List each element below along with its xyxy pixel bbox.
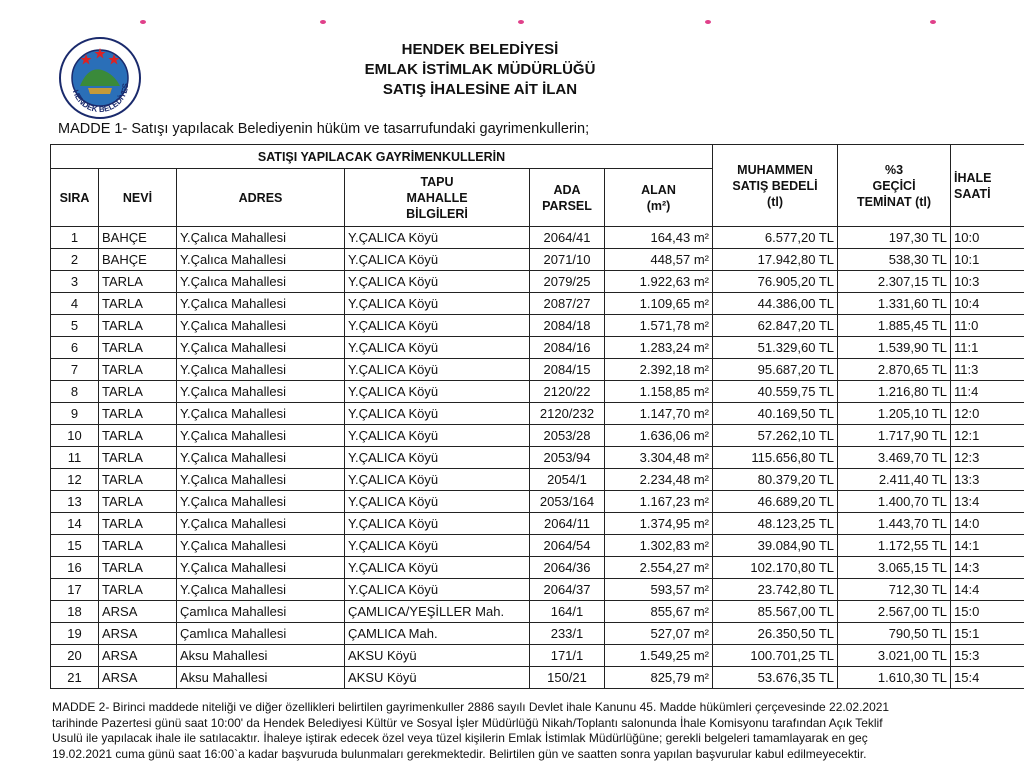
table-row: [51, 447, 1024, 469]
cell-saat: 11:4: [951, 381, 1024, 403]
cell-alan: 1.302,83 m²: [605, 535, 713, 557]
header-text: SAATİ: [954, 186, 991, 201]
stamp-dot: [705, 20, 711, 24]
cell-nevi: TARLA: [99, 447, 177, 469]
header-sira: SIRA: [51, 169, 99, 227]
cell-alan: 527,07 m²: [605, 623, 713, 645]
cell-bedel: 23.742,80 TL: [713, 579, 838, 601]
cell-teminat: 1.205,10 TL: [838, 403, 951, 425]
cell-nevi: TARLA: [99, 381, 177, 403]
table-row: [51, 579, 1024, 601]
cell-teminat: 3.469,70 TL: [838, 447, 951, 469]
cell-adres: Y.Çalıca Mahallesi: [177, 315, 345, 337]
table-row: [51, 403, 1024, 425]
cell-nevi: TARLA: [99, 469, 177, 491]
cell-teminat: 1.216,80 TL: [838, 381, 951, 403]
table-row: [51, 469, 1024, 491]
cell-ada: 2079/25: [530, 271, 605, 293]
cell-adres: Y.Çalıca Mahallesi: [177, 535, 345, 557]
table-row: [51, 359, 1024, 381]
cell-alan: 1.283,24 m²: [605, 337, 713, 359]
cell-teminat: 3.065,15 TL: [838, 557, 951, 579]
cell-teminat: 712,30 TL: [838, 579, 951, 601]
cell-teminat: 2.307,15 TL: [838, 271, 951, 293]
article-1-text: MADDE 1- Satışı yapılacak Belediyenin hüküm ve tasarrufundaki gayrimenkullerin;: [58, 121, 590, 137]
cell-tapu: Y.ÇALICA Köyü: [345, 249, 530, 271]
cell-ada: 150/21: [530, 667, 605, 689]
header-text: (tl): [767, 194, 783, 209]
header-line-2: EMLAK İSTİMLAK MÜDÜRLÜĞÜ: [364, 61, 596, 78]
header-alan: [605, 169, 713, 227]
cell-adres: Y.Çalıca Mahallesi: [177, 381, 345, 403]
cell-bedel: 85.567,00 TL: [713, 601, 838, 623]
cell-alan: 1.571,78 m²: [605, 315, 713, 337]
header-text: TEMİNAT (tl): [856, 194, 932, 209]
cell-teminat: 2.567,00 TL: [838, 601, 951, 623]
cell-teminat: 1.885,45 TL: [838, 315, 951, 337]
stamp-dot: [140, 20, 146, 24]
cell-nevi: TARLA: [99, 491, 177, 513]
cell-bedel: 53.676,35 TL: [713, 667, 838, 689]
cell-tapu: Y.ÇALICA Köyü: [345, 535, 530, 557]
municipality-emblem-icon: [58, 36, 142, 120]
header-text: ADA: [553, 182, 581, 197]
cell-alan: 164,43 m²: [605, 227, 713, 249]
cell-ada: 2053/94: [530, 447, 605, 469]
cell-ada: 2054/1: [530, 469, 605, 491]
article-2-line: tarihinde Pazertesi günü saat 10:00' da Hendek Belediyesi Kültür ve Sosyal İşler Müdürlüğü Nikah/Toplantı salonunda İhale Komisyonu tarafından Açık Teklif: [52, 715, 883, 730]
cell-saat: 13:3: [951, 469, 1024, 491]
cell-ada: 171/1: [530, 645, 605, 667]
cell-tapu: Y.ÇALICA Köyü: [345, 227, 530, 249]
cell-tapu: ÇAMLICA Mah.: [345, 623, 530, 645]
cell-saat: 15:1: [951, 623, 1024, 645]
cell-adres: Y.Çalıca Mahallesi: [177, 337, 345, 359]
cell-ada: 2053/164: [530, 491, 605, 513]
cell-saat: 10:4: [951, 293, 1024, 315]
cell-sira: 20: [51, 645, 99, 667]
header-muhammen: [713, 145, 838, 227]
cell-adres: Y.Çalıca Mahallesi: [177, 557, 345, 579]
cell-bedel: 100.701,25 TL: [713, 645, 838, 667]
cell-sira: 13: [51, 491, 99, 513]
cell-bedel: 44.386,00 TL: [713, 293, 838, 315]
cell-adres: Çamlıca Mahallesi: [177, 623, 345, 645]
cell-sira: 3: [51, 271, 99, 293]
cell-bedel: 40.559,75 TL: [713, 381, 838, 403]
cell-nevi: TARLA: [99, 557, 177, 579]
cell-alan: 1.549,25 m²: [605, 645, 713, 667]
cell-tapu: Y.ÇALICA Köyü: [345, 381, 530, 403]
cell-bedel: 57.262,10 TL: [713, 425, 838, 447]
cell-nevi: BAHÇE: [99, 249, 177, 271]
cell-ada: 2071/10: [530, 249, 605, 271]
cell-bedel: 17.942,80 TL: [713, 249, 838, 271]
table-row: [51, 271, 1024, 293]
cell-ada: 2120/232: [530, 403, 605, 425]
cell-sira: 18: [51, 601, 99, 623]
cell-bedel: 6.577,20 TL: [713, 227, 838, 249]
cell-ada: 233/1: [530, 623, 605, 645]
cell-saat: 11:1: [951, 337, 1024, 359]
cell-tapu: Y.ÇALICA Köyü: [345, 337, 530, 359]
stamp-dot: [320, 20, 326, 24]
header-line-1: HENDEK BELEDİYESİ: [401, 41, 559, 58]
cell-teminat: 197,30 TL: [838, 227, 951, 249]
table-row: [51, 535, 1024, 557]
header-text: GEÇİCİ: [872, 178, 916, 193]
cell-tapu: Y.ÇALICA Köyü: [345, 315, 530, 337]
cell-bedel: 40.169,50 TL: [713, 403, 838, 425]
cell-adres: Y.Çalıca Mahallesi: [177, 579, 345, 601]
cell-nevi: ARSA: [99, 645, 177, 667]
cell-alan: 825,79 m²: [605, 667, 713, 689]
cell-ada: 2087/27: [530, 293, 605, 315]
cell-sira: 12: [51, 469, 99, 491]
table-row: [51, 381, 1024, 403]
cell-ada: 2053/28: [530, 425, 605, 447]
cell-bedel: 26.350,50 TL: [713, 623, 838, 645]
cell-sira: 11: [51, 447, 99, 469]
cell-tapu: Y.ÇALICA Köyü: [345, 359, 530, 381]
cell-adres: Y.Çalıca Mahallesi: [177, 469, 345, 491]
table-row: [51, 337, 1024, 359]
header-text: MAHALLE: [406, 190, 468, 205]
stamp-dot: [930, 20, 936, 24]
cell-alan: 2.392,18 m²: [605, 359, 713, 381]
cell-alan: 593,57 m²: [605, 579, 713, 601]
cell-sira: 1: [51, 227, 99, 249]
cell-adres: Y.Çalıca Mahallesi: [177, 271, 345, 293]
cell-tapu: Y.ÇALICA Köyü: [345, 491, 530, 513]
cell-teminat: 2.870,65 TL: [838, 359, 951, 381]
header-text: BİLGİLERİ: [406, 206, 468, 221]
cell-nevi: ARSA: [99, 623, 177, 645]
cell-bedel: 51.329,60 TL: [713, 337, 838, 359]
cell-bedel: 95.687,20 TL: [713, 359, 838, 381]
article-2-line: MADDE 2- Birinci maddede niteliği ve diğer özellikleri belirtilen gayrimenkuller 2886 sayılı Devlet ihale Kanunu 45. Madde hükümleri çerçevesinde 22.02.2021: [52, 700, 890, 714]
cell-bedel: 80.379,20 TL: [713, 469, 838, 491]
cell-alan: 1.109,65 m²: [605, 293, 713, 315]
cell-tapu: Y.ÇALICA Köyü: [345, 557, 530, 579]
cell-saat: 15:4: [951, 667, 1024, 689]
cell-saat: 11:3: [951, 359, 1024, 381]
header-teminat: [838, 145, 951, 227]
stamp-dot: [518, 20, 524, 24]
cell-sira: 16: [51, 557, 99, 579]
cell-saat: 13:4: [951, 491, 1024, 513]
cell-adres: Çamlıca Mahallesi: [177, 601, 345, 623]
cell-saat: 12:0: [951, 403, 1024, 425]
cell-nevi: ARSA: [99, 667, 177, 689]
cell-teminat: 2.411,40 TL: [838, 469, 951, 491]
cell-adres: Y.Çalıca Mahallesi: [177, 447, 345, 469]
cell-sira: 7: [51, 359, 99, 381]
table-row: [51, 513, 1024, 535]
cell-saat: 12:1: [951, 425, 1024, 447]
cell-nevi: TARLA: [99, 425, 177, 447]
cell-alan: 3.304,48 m²: [605, 447, 713, 469]
cell-tapu: ÇAMLICA/YEŞİLLER Mah.: [345, 601, 530, 623]
cell-saat: 10:0: [951, 227, 1024, 249]
cell-saat: 14:0: [951, 513, 1024, 535]
cell-alan: 1.158,85 m²: [605, 381, 713, 403]
cell-sira: 2: [51, 249, 99, 271]
header-text: SATIŞ BEDELİ: [732, 178, 818, 193]
header-text: %3: [884, 162, 904, 177]
cell-saat: 11:0: [951, 315, 1024, 337]
header-nevi: NEVİ: [99, 169, 177, 227]
cell-nevi: TARLA: [99, 359, 177, 381]
header-text: MUHAMMEN: [737, 162, 813, 177]
cell-ada: 2064/36: [530, 557, 605, 579]
cell-alan: 1.636,06 m²: [605, 425, 713, 447]
cell-sira: 6: [51, 337, 99, 359]
cell-adres: Aksu Mahallesi: [177, 667, 345, 689]
cell-saat: 12:3: [951, 447, 1024, 469]
cell-bedel: 39.084,90 TL: [713, 535, 838, 557]
cell-teminat: 1.610,30 TL: [838, 667, 951, 689]
cell-tapu: AKSU Köyü: [345, 667, 530, 689]
cell-tapu: Y.ÇALICA Köyü: [345, 271, 530, 293]
header-ada: [530, 169, 605, 227]
cell-nevi: BAHÇE: [99, 227, 177, 249]
cell-alan: 855,67 m²: [605, 601, 713, 623]
cell-adres: Y.Çalıca Mahallesi: [177, 359, 345, 381]
svg-text:HENDEK BELEDİYESİ: HENDEK BELEDİYES: [70, 82, 131, 115]
cell-sira: 21: [51, 667, 99, 689]
cell-ada: 2084/15: [530, 359, 605, 381]
cell-bedel: 102.170,80 TL: [713, 557, 838, 579]
group-header: SATIŞI YAPILACAK GAYRİMENKULLERİN: [51, 145, 713, 169]
cell-nevi: TARLA: [99, 535, 177, 557]
document-header: [300, 40, 660, 100]
cell-teminat: 1.539,90 TL: [838, 337, 951, 359]
cell-sira: 8: [51, 381, 99, 403]
table-row: [51, 249, 1024, 271]
cell-alan: 448,57 m²: [605, 249, 713, 271]
cell-adres: Y.Çalıca Mahallesi: [177, 227, 345, 249]
table-row: [51, 557, 1024, 579]
table-row: [51, 645, 1024, 667]
table-row: [51, 601, 1024, 623]
cell-bedel: 46.689,20 TL: [713, 491, 838, 513]
table-row: [51, 293, 1024, 315]
article-2-text: [52, 700, 1022, 762]
table-row: [51, 227, 1024, 249]
cell-nevi: TARLA: [99, 315, 177, 337]
cell-teminat: 790,50 TL: [838, 623, 951, 645]
cell-bedel: 76.905,20 TL: [713, 271, 838, 293]
cell-nevi: TARLA: [99, 579, 177, 601]
cell-ada: 2064/11: [530, 513, 605, 535]
article-2-line: Usulü ile yapılacak ihale ile satılacaktır. İhaleye iştirak edecek özel veya tüzel kişilerin Emlak İstimlak Müdürlüğüne; gerekli belgeleri tamamlayarak en geç: [52, 731, 868, 745]
cell-ada: 2064/37: [530, 579, 605, 601]
cell-adres: Y.Çalıca Mahallesi: [177, 293, 345, 315]
cell-nevi: TARLA: [99, 271, 177, 293]
header-saat: [951, 145, 1024, 227]
cell-nevi: TARLA: [99, 513, 177, 535]
cell-teminat: 3.021,00 TL: [838, 645, 951, 667]
cell-alan: 1.167,23 m²: [605, 491, 713, 513]
cell-tapu: Y.ÇALICA Köyü: [345, 425, 530, 447]
header-text: TAPU: [420, 174, 454, 189]
cell-adres: Y.Çalıca Mahallesi: [177, 249, 345, 271]
cell-alan: 2.234,48 m²: [605, 469, 713, 491]
header-text: ALAN: [641, 182, 676, 197]
cell-ada: 2084/18: [530, 315, 605, 337]
cell-teminat: 538,30 TL: [838, 249, 951, 271]
cell-tapu: AKSU Köyü: [345, 645, 530, 667]
cell-teminat: 1.400,70 TL: [838, 491, 951, 513]
cell-saat: 14:4: [951, 579, 1024, 601]
table-row: [51, 667, 1024, 689]
cell-tapu: Y.ÇALICA Köyü: [345, 293, 530, 315]
cell-saat: 10:3: [951, 271, 1024, 293]
cell-saat: 14:3: [951, 557, 1024, 579]
table-row: [51, 425, 1024, 447]
cell-alan: 1.922,63 m²: [605, 271, 713, 293]
cell-nevi: TARLA: [99, 403, 177, 425]
cell-teminat: 1.443,70 TL: [838, 513, 951, 535]
cell-bedel: 48.123,25 TL: [713, 513, 838, 535]
cell-saat: 15:3: [951, 645, 1024, 667]
cell-sira: 15: [51, 535, 99, 557]
cell-nevi: TARLA: [99, 337, 177, 359]
cell-saat: 10:1: [951, 249, 1024, 271]
cell-ada: 2064/41: [530, 227, 605, 249]
header-text: İHALE: [954, 170, 992, 185]
cell-ada: 164/1: [530, 601, 605, 623]
cell-adres: Y.Çalıca Mahallesi: [177, 425, 345, 447]
cell-sira: 14: [51, 513, 99, 535]
cell-bedel: 62.847,20 TL: [713, 315, 838, 337]
table-row: [51, 623, 1024, 645]
header-text: PARSEL: [542, 198, 592, 213]
cell-nevi: ARSA: [99, 601, 177, 623]
header-text: (m²): [646, 198, 671, 213]
cell-ada: 2064/54: [530, 535, 605, 557]
cell-alan: 1.147,70 m²: [605, 403, 713, 425]
cell-teminat: 1.172,55 TL: [838, 535, 951, 557]
cell-sira: 5: [51, 315, 99, 337]
cell-tapu: Y.ÇALICA Köyü: [345, 447, 530, 469]
cell-sira: 19: [51, 623, 99, 645]
header-line-3: SATIŞ İHALESİNE AİT İLAN: [382, 81, 578, 98]
cell-tapu: Y.ÇALICA Köyü: [345, 469, 530, 491]
cell-alan: 1.374,95 m²: [605, 513, 713, 535]
cell-sira: 9: [51, 403, 99, 425]
cell-tapu: Y.ÇALICA Köyü: [345, 579, 530, 601]
cell-teminat: 1.331,60 TL: [838, 293, 951, 315]
table-row: [51, 491, 1024, 513]
cell-tapu: Y.ÇALICA Köyü: [345, 513, 530, 535]
cell-sira: 4: [51, 293, 99, 315]
cell-adres: Aksu Mahallesi: [177, 645, 345, 667]
cell-bedel: 115.656,80 TL: [713, 447, 838, 469]
cell-saat: 15:0: [951, 601, 1024, 623]
header-adres: ADRES: [177, 169, 345, 227]
property-table: [50, 144, 1024, 689]
cell-teminat: 1.717,90 TL: [838, 425, 951, 447]
cell-ada: 2084/16: [530, 337, 605, 359]
cell-alan: 2.554,27 m²: [605, 557, 713, 579]
cell-ada: 2120/22: [530, 381, 605, 403]
cell-tapu: Y.ÇALICA Köyü: [345, 403, 530, 425]
cell-saat: 14:1: [951, 535, 1024, 557]
cell-sira: 10: [51, 425, 99, 447]
cell-adres: Y.Çalıca Mahallesi: [177, 491, 345, 513]
cell-adres: Y.Çalıca Mahallesi: [177, 403, 345, 425]
cell-sira: 17: [51, 579, 99, 601]
header-tapu: [345, 169, 530, 227]
cell-adres: Y.Çalıca Mahallesi: [177, 513, 345, 535]
cell-nevi: TARLA: [99, 293, 177, 315]
article-2-line: 19.02.2021 cuma günü saat 16:00`a kadar başvuruda bulunmaları gerekmektedir. Belirtilen gün ve saatten sonra yapılan başvurular kabul edilmeyecektir.: [52, 746, 867, 761]
table-row: [51, 315, 1024, 337]
